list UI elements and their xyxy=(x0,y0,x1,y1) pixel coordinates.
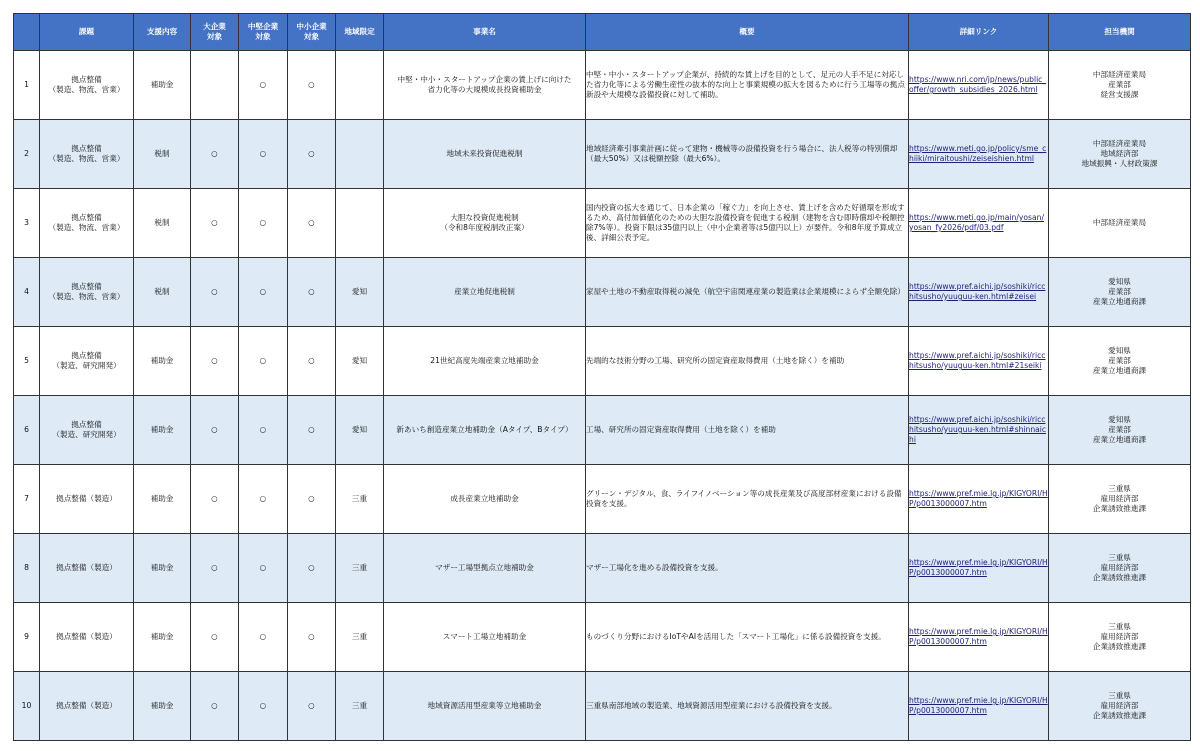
cell-link xyxy=(909,120,1049,189)
cell-project-name: 大胆な投資促進税制 （令和8年度税制改正案） xyxy=(384,189,586,258)
header-large: 大企業 対象 xyxy=(191,14,239,51)
cell-project-name: 21世紀高度先端産業立地補助金 xyxy=(384,327,586,396)
cell-large: ○ xyxy=(191,465,239,534)
header-agency: 担当機関 xyxy=(1049,14,1191,51)
cell-no: 6 xyxy=(14,396,40,465)
cell-link xyxy=(909,396,1049,465)
cell-project-name: 中堅・中小・スタートアップ企業の賃上げに向けた 省力化等の大規模成長投資補助金 xyxy=(384,51,586,120)
detail-link[interactable]: https://www.pref.mie.lg.jp/KIGYORI/HP/p0013000007.htm xyxy=(909,558,1048,577)
table-row xyxy=(14,189,1191,258)
cell-project-name: マザー工場型拠点立地補助金 xyxy=(384,534,586,603)
cell-issue: 拠点整備（製造） xyxy=(40,603,134,672)
cell-summary: 中堅・中小・スタートアップ企業が、持続的な賃上げを目的として、足元の人手不足に対応した省力化等による労働生産性の抜本的な向上と事業規模の拡大を図るために行う工場等の拠点新設や大規模な設備投資に対して補助。 xyxy=(586,51,909,120)
cell-region xyxy=(336,120,384,189)
cell-mid: ○ xyxy=(239,258,288,327)
support-table-sheet xyxy=(13,13,1190,741)
cell-issue: 拠点整備 （製造、物流、営業） xyxy=(40,51,134,120)
cell-mid: ○ xyxy=(239,465,288,534)
cell-project-name: スマート工場立地補助金 xyxy=(384,603,586,672)
cell-region xyxy=(336,51,384,120)
cell-region: 愛知 xyxy=(336,396,384,465)
table-row xyxy=(14,672,1191,741)
table-row xyxy=(14,258,1191,327)
cell-no: 8 xyxy=(14,534,40,603)
cell-small: ○ xyxy=(288,189,336,258)
cell-summary: 家屋や土地の不動産取得税の減免（航空宇宙関連産業の製造業は企業規模によらず全額免除） xyxy=(586,258,909,327)
cell-small: ○ xyxy=(288,603,336,672)
cell-issue: 拠点整備（製造） xyxy=(40,465,134,534)
cell-large: ○ xyxy=(191,120,239,189)
cell-large: ○ xyxy=(191,672,239,741)
cell-mid: ○ xyxy=(239,327,288,396)
cell-mid: ○ xyxy=(239,189,288,258)
cell-agency: 三重県 雇用経済部 企業誘致推進課 xyxy=(1049,603,1191,672)
cell-support: 補助金 xyxy=(134,672,191,741)
cell-support: 補助金 xyxy=(134,534,191,603)
cell-agency: 愛知県 産業部 産業立地通商課 xyxy=(1049,258,1191,327)
cell-large: ○ xyxy=(191,327,239,396)
table-row xyxy=(14,120,1191,189)
cell-mid: ○ xyxy=(239,672,288,741)
cell-project-name: 産業立地促進税制 xyxy=(384,258,586,327)
cell-project-name: 成長産業立地補助金 xyxy=(384,465,586,534)
cell-summary: グリーン・デジタル、食、ライフイノベーション等の成長産業及び高度部材産業における設備投資を支援。 xyxy=(586,465,909,534)
cell-agency: 三重県 雇用経済部 企業誘致推進課 xyxy=(1049,534,1191,603)
cell-issue: 拠点整備 （製造、物流、営業） xyxy=(40,258,134,327)
support-measures-table xyxy=(13,13,1191,741)
cell-region: 三重 xyxy=(336,465,384,534)
cell-agency: 愛知県 産業部 産業立地通商課 xyxy=(1049,327,1191,396)
cell-region xyxy=(336,189,384,258)
cell-region: 三重 xyxy=(336,603,384,672)
cell-no: 10 xyxy=(14,672,40,741)
cell-agency: 中部経済産業局 産業部 経営支援課 xyxy=(1049,51,1191,120)
cell-summary: マザー工場化を進める設備投資を支援。 xyxy=(586,534,909,603)
cell-large: ○ xyxy=(191,603,239,672)
cell-link xyxy=(909,327,1049,396)
cell-small: ○ xyxy=(288,672,336,741)
cell-no: 4 xyxy=(14,258,40,327)
cell-agency: 中部経済産業局 地域経済部 地域振興・人材政策課 xyxy=(1049,120,1191,189)
cell-small: ○ xyxy=(288,534,336,603)
cell-support: 税制 xyxy=(134,258,191,327)
header-link: 詳細リンク xyxy=(909,14,1049,51)
header-support: 支援内容 xyxy=(134,14,191,51)
cell-link xyxy=(909,189,1049,258)
detail-link[interactable]: https://www.pref.mie.lg.jp/KIGYORI/HP/p0013000007.htm xyxy=(909,489,1048,508)
cell-link xyxy=(909,603,1049,672)
cell-link xyxy=(909,534,1049,603)
cell-no: 9 xyxy=(14,603,40,672)
cell-region: 愛知 xyxy=(336,258,384,327)
cell-agency: 三重県 雇用経済部 企業誘致推進課 xyxy=(1049,672,1191,741)
cell-small: ○ xyxy=(288,327,336,396)
header-project: 事業名 xyxy=(384,14,586,51)
cell-link xyxy=(909,672,1049,741)
detail-link[interactable]: https://www.pref.aichi.jp/soshiki/ricchitsusho/yuuguu-ken.html#shinnaichi xyxy=(909,415,1047,444)
cell-agency: 中部経済産業局 xyxy=(1049,189,1191,258)
cell-issue: 拠点整備 （製造、物流、営業） xyxy=(40,120,134,189)
cell-no: 5 xyxy=(14,327,40,396)
table-row xyxy=(14,465,1191,534)
cell-support: 補助金 xyxy=(134,327,191,396)
cell-large: ○ xyxy=(191,258,239,327)
cell-no: 2 xyxy=(14,120,40,189)
cell-summary: 三重県南部地域の製造業、地域資源活用型産業における設備投資を支援。 xyxy=(586,672,909,741)
cell-small: ○ xyxy=(288,120,336,189)
detail-link[interactable]: https://www.pref.mie.lg.jp/KIGYORI/HP/p0013000007.htm xyxy=(909,627,1048,646)
header-small: 中小企業 対象 xyxy=(288,14,336,51)
detail-link[interactable]: https://www.meti.go.jp/main/yosan/yosan_fy2026/pdf/03.pdf xyxy=(909,213,1045,232)
cell-agency: 愛知県 産業部 産業立地通商課 xyxy=(1049,396,1191,465)
cell-link xyxy=(909,465,1049,534)
cell-large xyxy=(191,51,239,120)
cell-region: 愛知 xyxy=(336,327,384,396)
cell-mid: ○ xyxy=(239,396,288,465)
cell-support: 税制 xyxy=(134,120,191,189)
table-row xyxy=(14,327,1191,396)
cell-no: 7 xyxy=(14,465,40,534)
cell-issue: 拠点整備 （製造、研究開発） xyxy=(40,327,134,396)
cell-no: 3 xyxy=(14,189,40,258)
cell-no: 1 xyxy=(14,51,40,120)
cell-project-name: 地域資源活用型産業等立地補助金 xyxy=(384,672,586,741)
cell-region: 三重 xyxy=(336,672,384,741)
detail-link[interactable]: https://www.nri.com/jp/news/public_offer/growth_subsidies_2026.html xyxy=(909,75,1047,94)
header-no xyxy=(14,14,40,51)
cell-mid: ○ xyxy=(239,120,288,189)
cell-small: ○ xyxy=(288,465,336,534)
cell-issue: 拠点整備（製造） xyxy=(40,672,134,741)
cell-issue: 拠点整備（製造） xyxy=(40,534,134,603)
cell-support: 補助金 xyxy=(134,51,191,120)
cell-mid: ○ xyxy=(239,534,288,603)
cell-support: 補助金 xyxy=(134,465,191,534)
cell-large: ○ xyxy=(191,534,239,603)
cell-summary: 先端的な技術分野の工場、研究所の固定資産取得費用（土地を除く）を補助 xyxy=(586,327,909,396)
detail-link[interactable]: https://www.pref.aichi.jp/soshiki/ricchitsusho/yuuguu-ken.html#21seiki xyxy=(909,351,1046,370)
cell-large: ○ xyxy=(191,189,239,258)
header-summary: 概要 xyxy=(586,14,909,51)
cell-summary: 工場、研究所の固定資産取得費用（土地を除く）を補助 xyxy=(586,396,909,465)
cell-small: ○ xyxy=(288,258,336,327)
cell-mid: ○ xyxy=(239,51,288,120)
cell-support: 補助金 xyxy=(134,396,191,465)
cell-link xyxy=(909,258,1049,327)
cell-small: ○ xyxy=(288,51,336,120)
detail-link[interactable]: https://www.meti.go.jp/policy/sme_chiiki/miraitoushi/zeiseishien.html xyxy=(909,144,1047,163)
cell-summary: 国内投資の拡大を通じて、日本企業の「稼ぐ力」を向上させ、賃上げを含めた好循環を形成するため、高付加価値化のための大胆な設備投資を促進する税制（建物を含む即時償却や税額控除7%等）。投資下限は35億円以上（中小企業者等は5億円以上）が要件。令和8年度予算成立後、詳細公表予定。 xyxy=(586,189,909,258)
cell-project-name: 地域未来投資促進税制 xyxy=(384,120,586,189)
cell-mid: ○ xyxy=(239,603,288,672)
header-issue: 課題 xyxy=(40,14,134,51)
detail-link[interactable]: https://www.pref.aichi.jp/soshiki/ricchitsusho/yuuguu-ken.html#zeisei xyxy=(909,282,1046,301)
header-region: 地域限定 xyxy=(336,14,384,51)
cell-issue: 拠点整備 （製造、研究開発） xyxy=(40,396,134,465)
table-row xyxy=(14,603,1191,672)
cell-large: ○ xyxy=(191,396,239,465)
header-row xyxy=(14,14,1191,51)
cell-link xyxy=(909,51,1049,120)
cell-support: 税制 xyxy=(134,189,191,258)
cell-small: ○ xyxy=(288,396,336,465)
detail-link[interactable]: https://www.pref.mie.lg.jp/KIGYORI/HP/p0013000007.htm xyxy=(909,696,1048,715)
cell-summary: ものづくり分野におけるIoTやAIを活用した「スマート工場化」に係る設備投資を支援。 xyxy=(586,603,909,672)
table-row xyxy=(14,396,1191,465)
table-row xyxy=(14,51,1191,120)
cell-issue: 拠点整備 （製造、物流、営業） xyxy=(40,189,134,258)
cell-support: 補助金 xyxy=(134,603,191,672)
cell-agency: 三重県 雇用経済部 企業誘致推進課 xyxy=(1049,465,1191,534)
header-mid: 中堅企業 対象 xyxy=(239,14,288,51)
cell-summary: 地域経済牽引事業計画に従って建物・機械等の設備投資を行う場合に、法人税等の特別償却（最大50%）又は税額控除（最大6%）。 xyxy=(586,120,909,189)
cell-project-name: 新あいち創造産業立地補助金（Aタイプ、Bタイプ） xyxy=(384,396,586,465)
table-row xyxy=(14,534,1191,603)
cell-region: 三重 xyxy=(336,534,384,603)
